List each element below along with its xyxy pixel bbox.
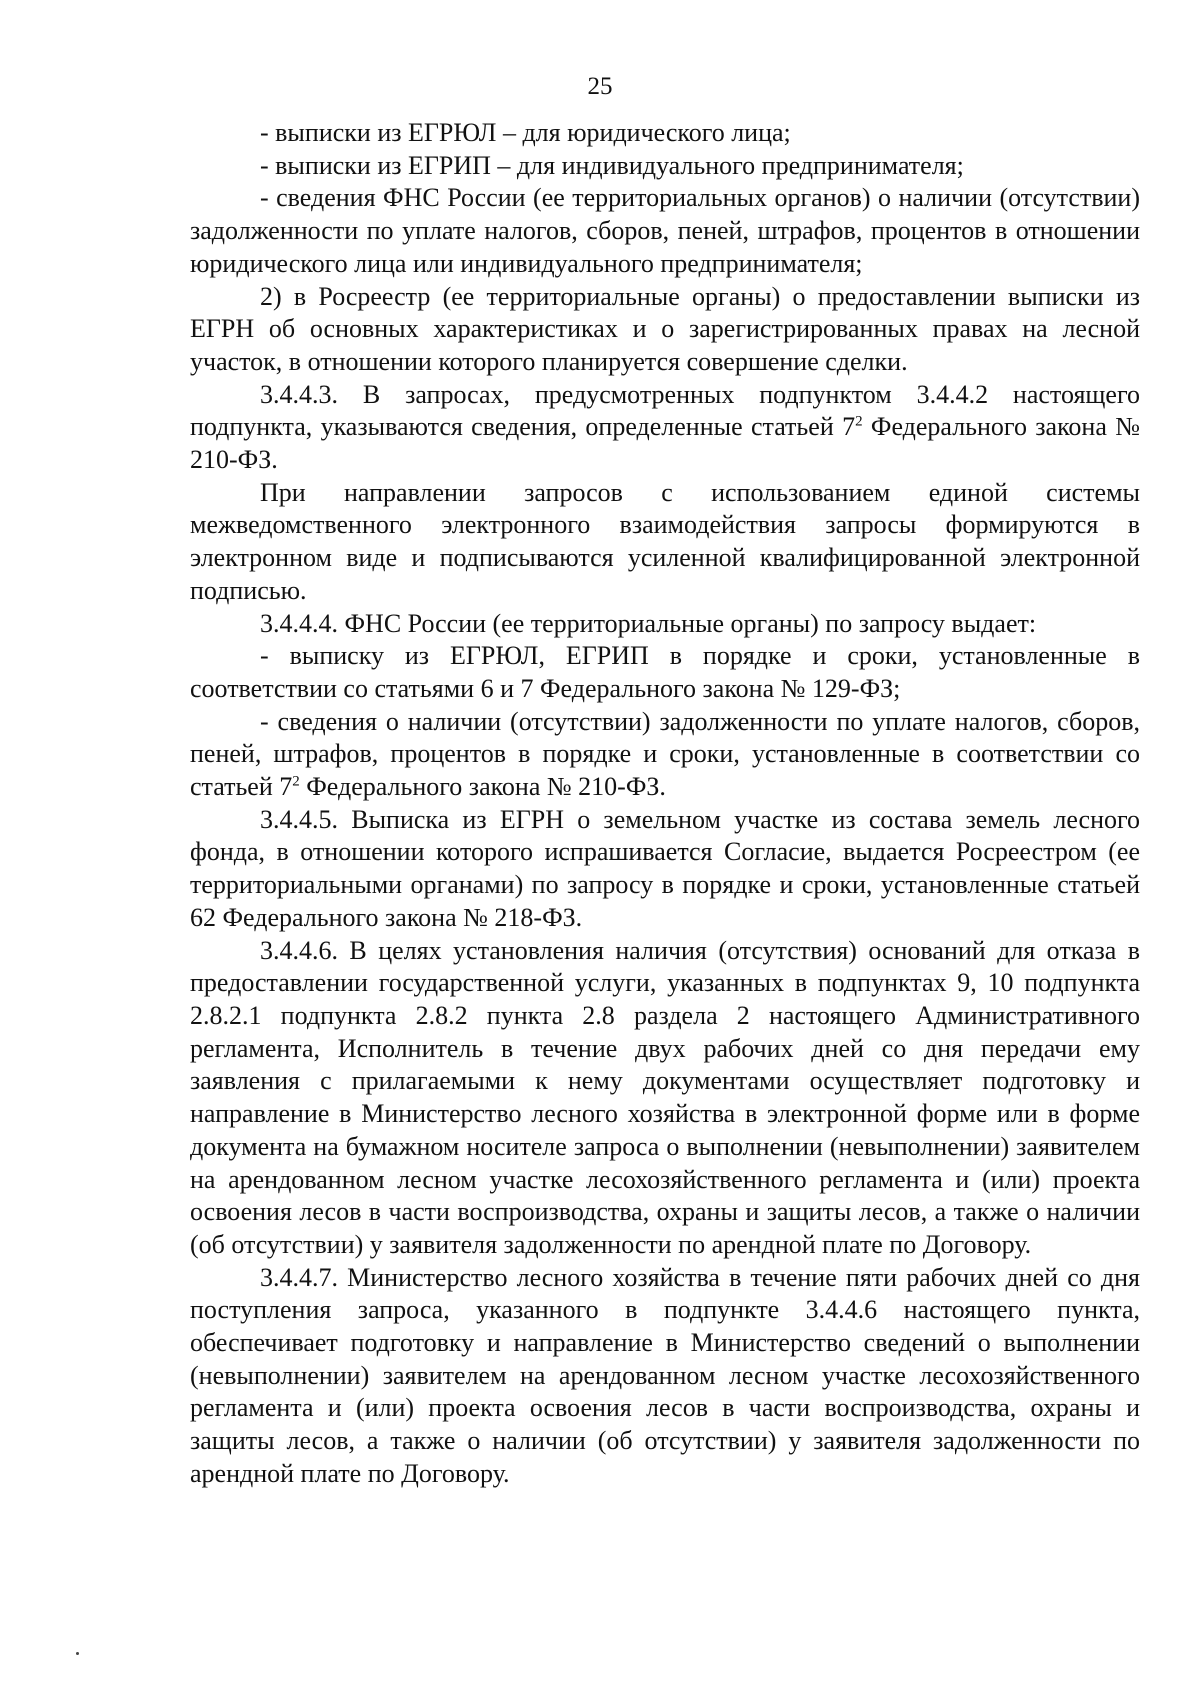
paragraph-rosreestr-request: 2) в Росреестр (ее территориальные органы) о предоставлении выписки из ЕГРН об основных характеристиках и о зарегистрированных правах на лесной участок, в отношении которого планируется совершение сделки. (190, 281, 1140, 376)
paragraph-3-4-4-6: 3.4.4.6. В целях установления наличия (отсутствия) оснований для отказа в предоставлении государственной услуги, указанных в подпунктах 9, 10 подпункта 2.8.2.1 подпункта 2.8.2 пункта 2.8 раздела 2 настоящего Административного регламента, Исполнитель в течение двух рабочих дней со дня передачи ему заявления с прилагаемыми к нему документами осуществляет подготовку и направление в Министерство лесного хозяйства в электронной форме или в форме документа на бумажном носителе запроса о выполнении (невыполнении) заявителем на арендованном лесном участке лесохозяйственного регламента и (или) проекта освоения лесов в части воспроизводства, охраны и защиты лесов, а также о наличии (об отсутствии) у заявителя задолженности по арендной плате по Договору. (190, 935, 1140, 1259)
paragraph-3-4-4-3 (190, 379, 1140, 477)
paragraph-fns-debt-info: - сведения ФНС России (ее территориальных органов) о наличии (отсутствии) задолженности по уплате налогов, сборов, пеней, штрафов, процентов в отношении юридического лица или индивидуального предпринимателя; (190, 183, 1140, 278)
paragraph-egrul-extract: - выписки из ЕГРЮЛ – для юридического лица; (260, 118, 791, 147)
page-number: 25 (587, 73, 613, 100)
paragraph-registry-extracts: - выписку из ЕГРЮЛ, ЕГРИП в порядке и сроки, установленные в соответствии со статьями 6 и 7 Федерального закона № 129-ФЗ; (190, 641, 1140, 703)
paragraph-debt-information-text-before: - сведения о наличии (отсутствии) задолженности по уплате налогов, сборов, пеней, штрафов, процентов в порядке и сроки, установленные в соответствии со статьей 7 (190, 706, 1140, 802)
document-body (190, 117, 1140, 1491)
superscript-article-number: 2 (292, 773, 300, 790)
paragraph-3-4-4-5: 3.4.4.5. Выписка из ЕГРН о земельном участке из состава земель лесного фонда, в отношении которого испрашивается Согласие, выдается Росреестром (ее территориальными органами) по запросу в порядке и сроки, установленные статьей 62 Федерального закона № 218-ФЗ. (190, 804, 1140, 932)
paragraph-electronic-requests: При направлении запросов с использованием единой системы межведомственного электронного взаимодействия запросы формируются в электронном виде и подписываются усиленной квалифицированной электронной подписью. (190, 477, 1140, 605)
paragraph-3-4-4-4: 3.4.4.4. ФНС России (ее территориальные органы) по запросу выдает: (260, 608, 1037, 638)
paragraph-debt-information (190, 706, 1140, 804)
paragraph-3-4-4-3-text-after: Федерального закона № 210-ФЗ. (190, 412, 1141, 475)
scan-artifact-dot (76, 1652, 79, 1655)
paragraph-3-4-4-7: 3.4.4.7. Министерство лесного хозяйства в течение пяти рабочих дней со дня поступления запроса, указанного в подпункте 3.4.4.6 настоящего пункта, обеспечивает подготовку и направление в Министерство сведений о выполнении (невыполнении) заявителем на арендованном лесном участке лесохозяйственного регламента и (или) проекта освоения лесов в части воспроизводства, охраны и защиты лесов, а также о наличии (об отсутствии) у заявителя задолженности по арендной плате по Договору. (190, 1262, 1140, 1488)
paragraph-egrip-extract: - выписки из ЕГРИП – для индивидуального предпринимателя; (260, 150, 964, 180)
paragraph-debt-information-text-after: Федерального закона № 210-ФЗ. (299, 772, 666, 802)
superscript-article-number: 2 (855, 413, 863, 430)
paragraph-3-4-4-3-text-before: 3.4.4.3. В запросах, предусмотренных подпунктом 3.4.4.2 настоящего подпункта, указываются сведения, определенные статьей 7 (190, 379, 1140, 442)
